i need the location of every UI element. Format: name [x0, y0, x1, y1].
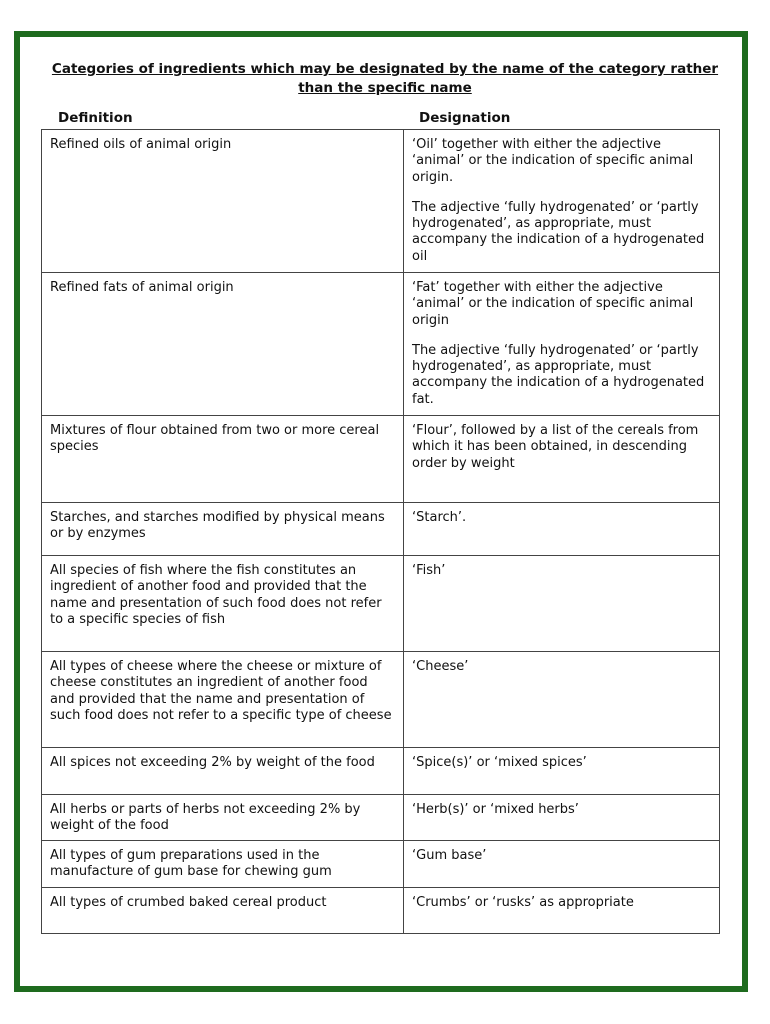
- designation-text: ‘Spice(s)’ or ‘mixed spices’: [412, 755, 587, 770]
- designation-text: ‘Flour’, followed by a list of the cereals from which it has been obtained, in descending order by weight: [412, 423, 699, 471]
- designation-cell: [404, 556, 720, 652]
- categories-table: [41, 129, 720, 934]
- designation-text: The adjective ‘fully hydrogenated’ or ‘partly hydrogenated’, as appropriate, must accompany the indication of a hydrogenated oil: [412, 199, 705, 264]
- table-row: [42, 130, 720, 273]
- designation-cell: [404, 888, 720, 934]
- designation-text: ‘Crumbs’ or ‘rusks’ as appropriate: [412, 895, 634, 910]
- designation-text: ‘Fish’: [412, 563, 446, 578]
- table-row: [42, 795, 720, 841]
- designation-cell: [404, 841, 720, 888]
- designation-text: ‘Starch’.: [412, 510, 467, 525]
- definition-cell: All types of gum preparations used in the manufacture of gum base for chewing gum: [42, 841, 404, 888]
- definition-cell: Refined oils of animal origin: [42, 130, 404, 273]
- definition-cell: Mixtures of flour obtained from two or more cereal species: [42, 416, 404, 503]
- definition-cell: All types of crumbed baked cereal product: [42, 888, 404, 934]
- definition-cell: All spices not exceeding 2% by weight of the food: [42, 748, 404, 795]
- designation-text: ‘Oil’ together with either the adjective ‘animal’ or the indication of specific animal origin.: [412, 137, 694, 185]
- designation-cell: [404, 416, 720, 503]
- definition-cell: All types of cheese where the cheese or mixture of cheese constitutes an ingredient of another food and provided that the name and presentation of such food does not refer to a specific type of cheese: [42, 652, 404, 748]
- designation-text: ‘Cheese’: [412, 659, 469, 674]
- definition-cell: Starches, and starches modified by physical means or by enzymes: [42, 503, 404, 556]
- designation-cell: [404, 273, 720, 416]
- table-row: [42, 273, 720, 416]
- designation-cell: [404, 748, 720, 795]
- table-row: [42, 748, 720, 795]
- designation-cell: [404, 503, 720, 556]
- definition-cell: All herbs or parts of herbs not exceeding 2% by weight of the food: [42, 795, 404, 841]
- table-row: [42, 503, 720, 556]
- column-header-definition: Definition: [58, 110, 133, 126]
- document-title: Categories of ingredients which may be designated by the name of the category rather than the specific name: [51, 61, 719, 96]
- designation-cell: [404, 652, 720, 748]
- definition-cell: Refined fats of animal origin: [42, 273, 404, 416]
- table-row: [42, 416, 720, 503]
- column-header-designation: Designation: [419, 110, 511, 126]
- designation-text: The adjective ‘fully hydrogenated’ or ‘partly hydrogenated’, as appropriate, must accompany the indication of a hydrogenated fat.: [412, 342, 705, 407]
- designation-text: ‘Fat’ together with either the adjective ‘animal’ or the indication of specific animal origin: [412, 280, 694, 328]
- designation-cell: [404, 795, 720, 841]
- designation-cell: [404, 130, 720, 273]
- designation-text: ‘Herb(s)’ or ‘mixed herbs’: [412, 802, 579, 817]
- definition-cell: All species of fish where the fish constitutes an ingredient of another food and provided that the name and presentation of such food does not refer to a specific species of fish: [42, 556, 404, 652]
- table-row: [42, 556, 720, 652]
- table-row: [42, 841, 720, 888]
- designation-text: ‘Gum base’: [412, 848, 487, 863]
- table-row: [42, 888, 720, 934]
- table-row: [42, 652, 720, 748]
